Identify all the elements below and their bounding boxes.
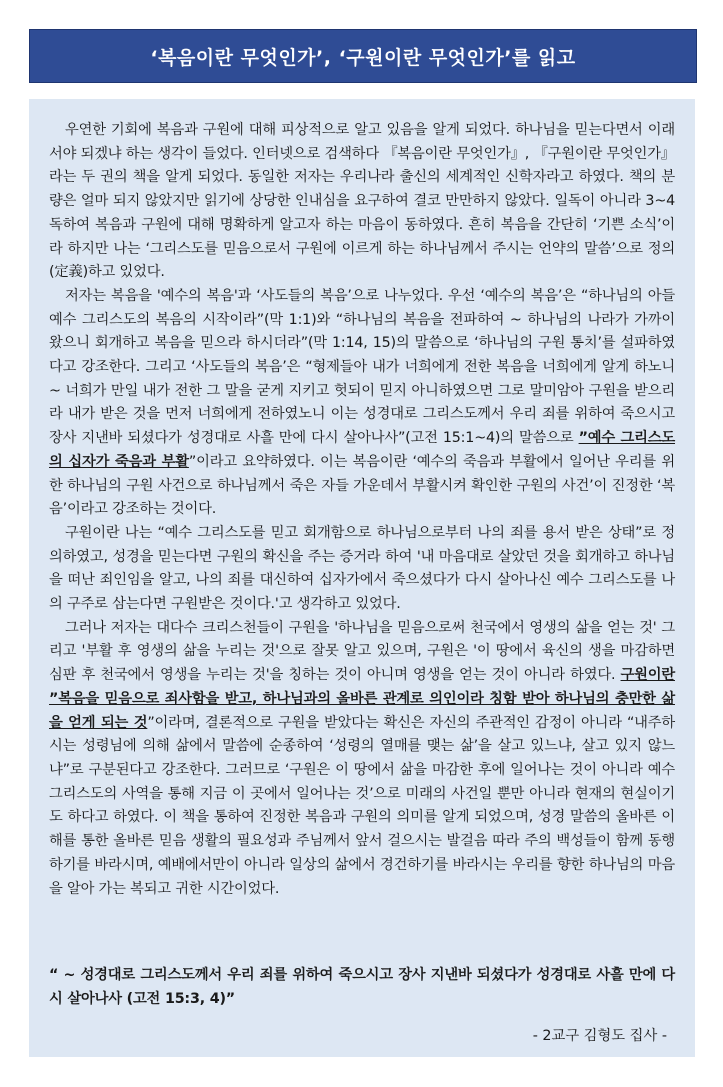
- article-panel: [29, 99, 695, 1057]
- paragraph-4-text-a: 그러나 저자는 대다수 크리스천들이 구원을 '하나님을 믿음으로써 천국에서 영생의 삶을 얻는 것' 그리고 '부활 후 영생의 삶을 누리는 것'으로 잘못 알고 있으며, 구원은 '이 땅에서 육신의 생을 마감하면 심판 후 천국에서 영생을 누리는 것'을 칭하는 것이 아니며 영생을 얻는 것이 아니라 하였다.: [49, 619, 675, 684]
- scripture-quote: “ ~ 성경대로 그리스도께서 우리 죄를 위하여 죽으시고 장사 지낸바 되셨다가 성경대로 사흘 만에 다시 살아나사 (고전 15:3, 4)”: [49, 967, 675, 1007]
- paragraph-1: 우연한 기회에 복음과 구원에 대해 피상적으로 알고 있음을 알게 되었다. 하나님을 믿는다면서 이래서야 되겠냐 하는 생각이 들었다. 인터넷으로 검색하다 『복음이란 무엇인가』, 『구원이란 무엇인가』라는 두 권의 책을 알게 되었다. 동일한 저자는 우리나라 출신의 세계적인 신학자라고 하였다. 책의 분량은 얼마 되지 않았지만 읽기에 상당한 인내심을 요구하여 결코 만만하지 않았다. 일독이 아니라 3~4독하여 복음과 구원에 대해 명확하게 알고자 하는 마음이 동하였다. 흔히 복음을 간단히 ‘기쁜 소식’이라 하지만 나는 ‘그리스도를 믿음으로서 구원에 이르게 하는 하나님께서 주시는 언약의 말씀’으로 정의(定義)하고 있었다.: [49, 122, 675, 281]
- paragraph-4: [49, 617, 675, 901]
- page-title: ‘복음이란 무엇인가’, ‘구원이란 무엇인가’를 읽고: [150, 46, 576, 69]
- paragraph-2-emphasis: ”예수 그리스도의 십자가 죽음과 부활: [49, 430, 676, 470]
- paragraph-4-emphasis: 구원이란 ”복음을 믿음으로 죄사함을 받고, 하나님과의 올바른 관계로 의인이라 칭함 받아 하나님의 충만한 삶을 얻게 되는 것: [49, 667, 675, 731]
- title-banner: [29, 29, 697, 83]
- paragraph-2-text-b: ”이라고 요약하였다. 이는 복음이란 ‘예수의 죽음과 부활에서 일어난 우리를 위한 하나님의 구원 사건으로 하나님께서 죽은 자들 가운데서 부활시켜 확인한 구원의 사건’이 진정한 ‘복음’이라고 강조하는 것이다.: [49, 453, 675, 518]
- author-signature: - 2교구 김형도 집사 -: [532, 1028, 667, 1044]
- article-body: [49, 119, 675, 901]
- paragraph-4-text-b: ”이라며, 결론적으로 구원을 받았다는 확신은 자신의 주관적인 감정이 아니라 “내주하시는 성령님에 의해 삶에서 말씀에 순종하여 ‘성령의 열매를 맺는 삶’을 살고 있느냐, 살고 있지 않느냐”로 구분된다고 강조한다. 그러므로 ‘구원은 이 땅에서 삶을 마감한 후에 일어나는 것이 아니라 예수 그리스도의 사역을 통해 지금 이 곳에서 일어나는 것’으로 미래의 사건일 뿐만 아니라 현재의 현실이기도 하다고 하였다. 이 책을 통하여 진정한 복음과 구원의 의미를 알게 되었으며, 성경 말씀의 올바른 이해를 통한 올바른 믿음 생활의 필요성과 주님께서 앞서 걸으시는 발걸음 따라 주의 백성들이 함께 동행하기를 바라시며, 예배에서만이 아니라 일상의 삶에서 경건하기를 바라시는 우리를 향한 하나님의 마음을 알아 가는 복되고 귀한 시간이었다.: [49, 714, 675, 897]
- paragraph-2: [49, 285, 675, 522]
- paragraph-2-text-a: 저자는 복음을 '예수의 복음'과 ‘사도들의 복음’으로 나누었다. 우선 ‘예수의 복음’은 “하나님의 아들 예수 그리스도의 복음의 시작이라”(막 1:1)와 “하나님의 복음을 전파하여 ~ 하나님의 나라가 가까이 왔으니 회개하고 복음을 믿으라 하시더라”(막 1:14, 15)의 말씀으로 ‘하나님의 구원 통치’를 설파하였다고 강조한다. 그리고 ‘사도들의 복음’은 “형제들아 내가 너희에게 전한 복음을 너희에게 알게 하노니 ~ 너희가 만일 내가 전한 그 말을 굳게 지키고 헛되이 믿지 아니하였으면 그로 말미암아 구원을 받으리라 내가 받은 것을 먼저 너희에게 전하였노니 이는 성경대로 그리스도께서 우리 죄를 위하여 죽으시고 장사 지낸바 되셨다가 성경대로 사흘 만에 다시 살아나사”(고전 15:1~4)의 말씀으로: [49, 287, 675, 447]
- paragraph-3: 구원이란 나는 “예수 그리스도를 믿고 회개함으로 하나님으로부터 나의 죄를 용서 받은 상태”로 정의하였고, 성경을 믿는다면 구원의 확신을 주는 증거라 하여 '내 마음대로 살았던 것을 회개하고 하나님을 떠난 죄인임을 알고, 나의 죄를 대신하여 십자가에서 죽으셨다가 다시 살아나신 예수 그리스도를 나의 구주로 삼는다면 구원받은 것이다.'고 생각하고 있었다.: [49, 524, 675, 613]
